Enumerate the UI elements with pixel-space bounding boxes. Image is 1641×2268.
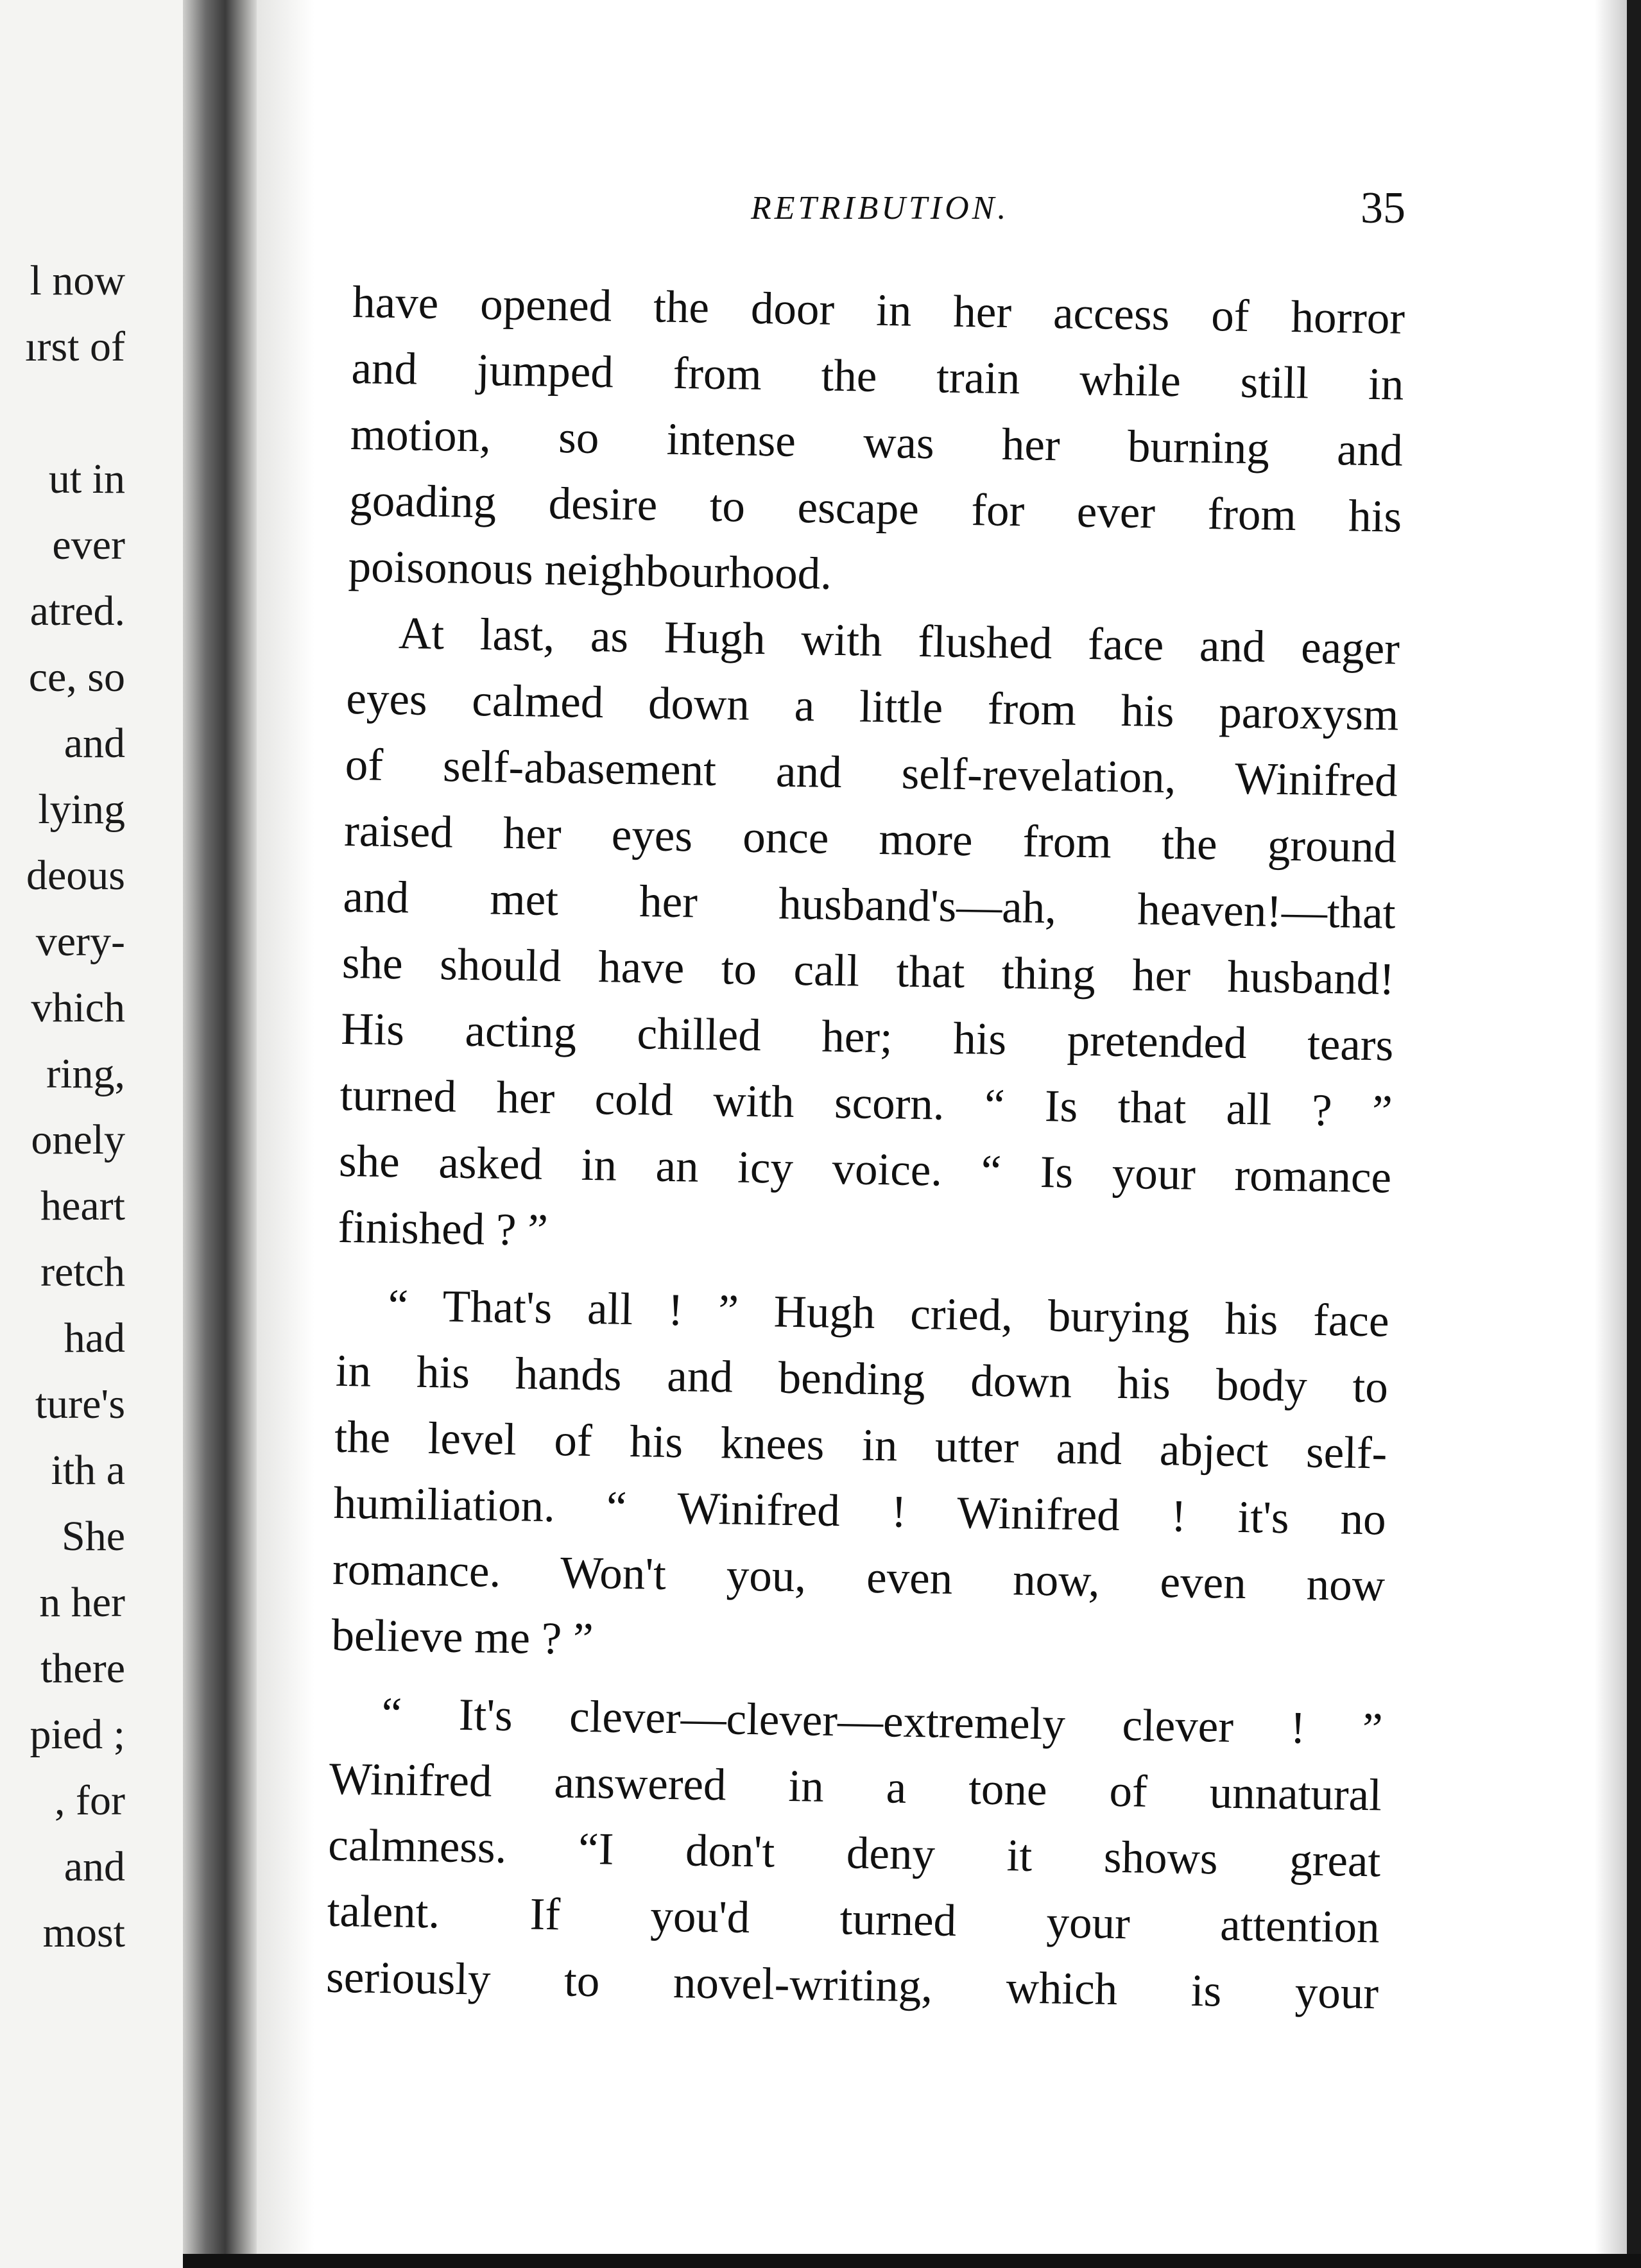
facing-page-fragment: n her bbox=[39, 1579, 125, 1626]
scan-border-bottom bbox=[183, 2254, 1641, 2268]
facing-page-fragment: ever bbox=[52, 522, 125, 568]
text-line: she asked in an icy voice. “ Is your romance bbox=[338, 1136, 1392, 1203]
facing-page-fragment: pied ; bbox=[30, 1711, 125, 1758]
text-line: At last, as Hugh with flushed face and eager bbox=[398, 608, 1400, 674]
text-line: poisonous neighbourhood. bbox=[348, 541, 832, 599]
text-line: talent. If you'd turned your attention bbox=[327, 1886, 1380, 1953]
page-curve-shade bbox=[257, 0, 314, 2268]
facing-page-fragment: , for bbox=[55, 1777, 125, 1824]
text-line: seriously to novel-writing, which is your bbox=[325, 1952, 1379, 2019]
facing-page-fragment: heart bbox=[40, 1182, 125, 1229]
facing-page-fragment: and bbox=[64, 1843, 125, 1890]
page-header bbox=[366, 183, 1405, 241]
page-edge-shade bbox=[1595, 0, 1627, 2268]
text-line: in his hands and bending down his body to bbox=[335, 1345, 1389, 1413]
facing-page-fragment: ut in bbox=[48, 456, 125, 502]
text-line: romance. Won't you, even now, even now bbox=[332, 1544, 1386, 1611]
text-line: goading desire to escape for ever from his bbox=[348, 475, 1402, 542]
facing-page-fragment: atred. bbox=[30, 588, 125, 635]
facing-page-fragment: ce, so bbox=[28, 654, 125, 701]
facing-page-fragment: ith a bbox=[51, 1447, 125, 1494]
text-line: finished ? ” bbox=[337, 1202, 549, 1256]
text-line: the level of his knees in utter and abject self- bbox=[334, 1411, 1388, 1479]
running-title: RETRIBUTION. bbox=[751, 190, 1010, 226]
facing-page-fragment: very- bbox=[35, 918, 125, 965]
facing-page-fragment: She bbox=[62, 1513, 125, 1560]
facing-page-fragment: onely bbox=[31, 1116, 125, 1163]
text-line: raised her eyes once more from the ground bbox=[343, 805, 1397, 873]
facing-page-fragment: most bbox=[42, 1909, 125, 1956]
text-line: “ It's clever—clever—extremely clever ! ” bbox=[381, 1688, 1384, 1755]
text-line: humiliation. “ Winifred ! Winifred ! it's no bbox=[333, 1478, 1387, 1545]
text-line: His acting chilled her; his pretended tears bbox=[340, 1003, 1394, 1071]
facing-page-fragment: retch bbox=[40, 1249, 125, 1295]
text-line: “ That's all ! ” Hugh cried, burying his face bbox=[388, 1281, 1390, 1347]
text-line: and jumped from the train while still in bbox=[350, 343, 1404, 410]
facing-page-fragment: deous bbox=[26, 852, 125, 899]
page-number: 35 bbox=[1361, 183, 1405, 233]
text-line: and met her husband's—ah, heaven!—that bbox=[343, 871, 1396, 939]
text-line: motion, so intense was her burning and bbox=[350, 409, 1404, 476]
facing-page-fragment: and bbox=[64, 720, 125, 767]
facing-page-fragment: there bbox=[40, 1645, 125, 1692]
text-line: eyes calmed down a little from his paroxysm bbox=[345, 673, 1399, 740]
facing-page-fragment: l now bbox=[30, 257, 125, 304]
text-line: turned her cold with scorn. “ Is that all ? ” bbox=[339, 1070, 1393, 1137]
text-line: believe me ? ” bbox=[331, 1610, 594, 1665]
facing-page-fragment: ture's bbox=[35, 1381, 125, 1428]
facing-page-fragment: vhich bbox=[31, 984, 125, 1031]
body-text bbox=[325, 269, 1405, 2027]
book-gutter-shadow bbox=[183, 0, 260, 2268]
text-line: Winifred answered in a tone of unnatural bbox=[329, 1753, 1382, 1821]
facing-page-fragment: had bbox=[64, 1315, 125, 1361]
scan-border-right bbox=[1627, 0, 1641, 2268]
facing-page-fragment: ring, bbox=[46, 1050, 125, 1097]
text-line: calmness. “I don't deny it shows great bbox=[327, 1820, 1381, 1887]
text-line: she should have to call that thing her husband! bbox=[341, 937, 1395, 1005]
facing-page-fragment: ırst of bbox=[25, 323, 125, 370]
text-line: of self-abasement and self-revelation, Winifred bbox=[345, 739, 1398, 806]
text-line: have opened the door in her access of horror bbox=[352, 277, 1405, 344]
facing-page-fragment: lying bbox=[38, 786, 125, 833]
